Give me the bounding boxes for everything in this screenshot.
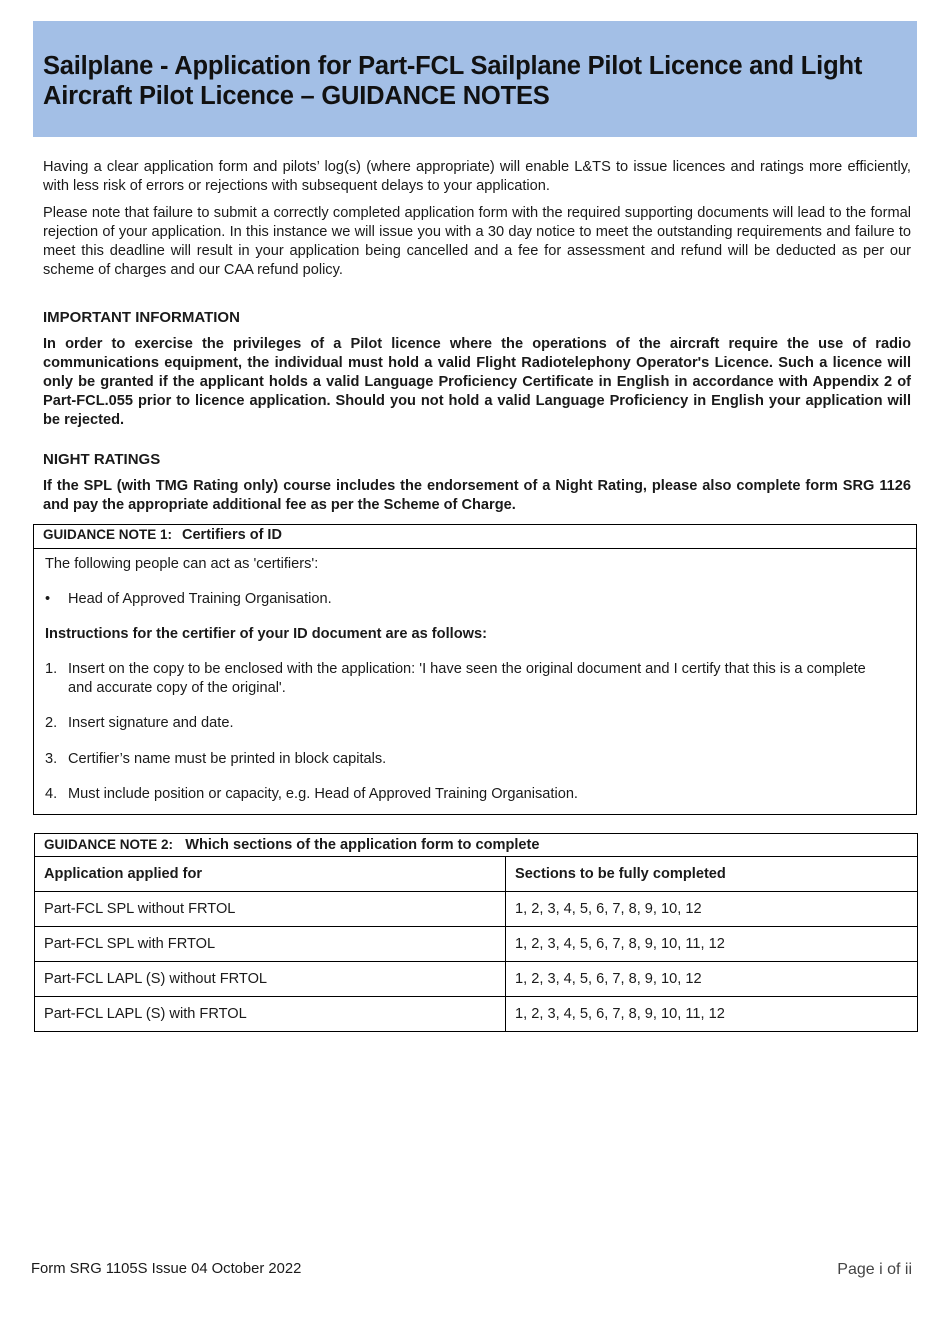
footer-form-id: Form SRG 1105S Issue 04 October 2022 [31, 1261, 302, 1277]
table-cell: 1, 2, 3, 4, 5, 6, 7, 8, 9, 10, 11, 12 [506, 927, 918, 962]
night-heading: NIGHT RATINGS [43, 451, 161, 468]
footer-page-number: Page i of ii [837, 1261, 912, 1278]
note2-title: Which sections of the application form to complete [185, 837, 540, 853]
table-cell: Part-FCL SPL without FRTOL [35, 892, 506, 927]
note1-title: Certifiers of ID [182, 527, 282, 543]
note2-label: GUIDANCE NOTE 2: [44, 837, 174, 852]
important-text: In order to exercise the privileges of a Pilot licence where the operations of the aircraft require the use of radio communications equipment, the individual must hold a valid Flight Radiotelephony Operator's Licence. Such a licence will only be granted if the applicant holds a valid Language Proficiency Certificate in English in accordance with Appendix 2 of Part-FCL.055 prior to licence application. Should you not hold a valid Language Proficiency in English your application will be rejected. [43, 336, 911, 428]
table-cell: Part-FCL LAPL (S) with FRTOL [35, 997, 506, 1032]
step-text: Insert signature and date. [68, 715, 234, 731]
step-2 [45, 714, 234, 733]
night-text: If the SPL (with TMG Rating only) course includes the endorsement of a Night Rating, please also complete form SRG 1126 and pay the appropriate additional fee as per the Scheme of Charge. [43, 478, 911, 513]
step-number: 4. [45, 786, 58, 802]
table-row [35, 997, 918, 1032]
step-1 [45, 660, 885, 698]
table-cell: 1, 2, 3, 4, 5, 6, 7, 8, 9, 10, 12 [506, 962, 918, 997]
column-headers [35, 857, 918, 892]
guidance-note-2-table [34, 833, 918, 1032]
table-cell: Part-FCL SPL with FRTOL [35, 927, 506, 962]
step-number: 3. [45, 751, 58, 767]
table-cell: 1, 2, 3, 4, 5, 6, 7, 8, 9, 10, 11, 12 [506, 997, 918, 1032]
step-text: Insert on the copy to be enclosed with the application: 'I have seen the original document and I certify that this is a complete and accurate copy of the original'. [68, 661, 866, 696]
note1-bullet: • Head of Approved Training Organisation. [45, 591, 332, 607]
step-text: Must include position or capacity, e.g. Head of Approved Training Organisation. [68, 786, 578, 802]
guidance-note-1 [33, 524, 917, 815]
note1-lead: The following people can act as 'certifiers': [45, 556, 319, 572]
note1-label: GUIDANCE NOTE 1: [43, 527, 173, 542]
note2-header-row [35, 834, 918, 857]
bullet-text: Head of Approved Training Organisation. [68, 591, 332, 607]
step-number: 1. [45, 661, 58, 677]
page-title: Sailplane - Application for Part-FCL Sailplane Pilot Licence and Light Aircraft Pilot Licence – GUIDANCE NOTES [43, 52, 863, 110]
note1-instructions: Instructions for the certifier of your ID document are as follows: [45, 626, 487, 642]
intro-paragraph-1: Having a clear application form and pilots’ log(s) (where appropriate) will enable L&TS to issue licences and ratings more efficiently, with less risk of errors or rejections with subsequent delays to your application. [43, 159, 911, 194]
note1-header [34, 525, 916, 549]
step-3 [45, 750, 386, 769]
step-text: Certifier’s name must be printed in block capitals. [68, 751, 387, 767]
column-header: Application applied for [35, 857, 506, 892]
step-number: 2. [45, 715, 58, 731]
table-cell: 1, 2, 3, 4, 5, 6, 7, 8, 9, 10, 12 [506, 892, 918, 927]
table-row [35, 962, 918, 997]
intro-paragraph-2: Please note that failure to submit a correctly completed application form with the required supporting documents will lead to the formal rejection of your application. In this instance we will issue you with a 30 day notice to meet the outstanding requirements and failure to meet this deadline will result in your application being cancelled and a fee for assessment and refund will be deducted as per our scheme of charges and our CAA refund policy. [43, 205, 911, 278]
step-4 [45, 785, 578, 804]
important-heading: IMPORTANT INFORMATION [43, 309, 240, 326]
table-cell: Part-FCL LAPL (S) without FRTOL [35, 962, 506, 997]
table-row [35, 892, 918, 927]
column-header: Sections to be fully completed [506, 857, 918, 892]
title-banner [33, 21, 917, 137]
table-row [35, 927, 918, 962]
